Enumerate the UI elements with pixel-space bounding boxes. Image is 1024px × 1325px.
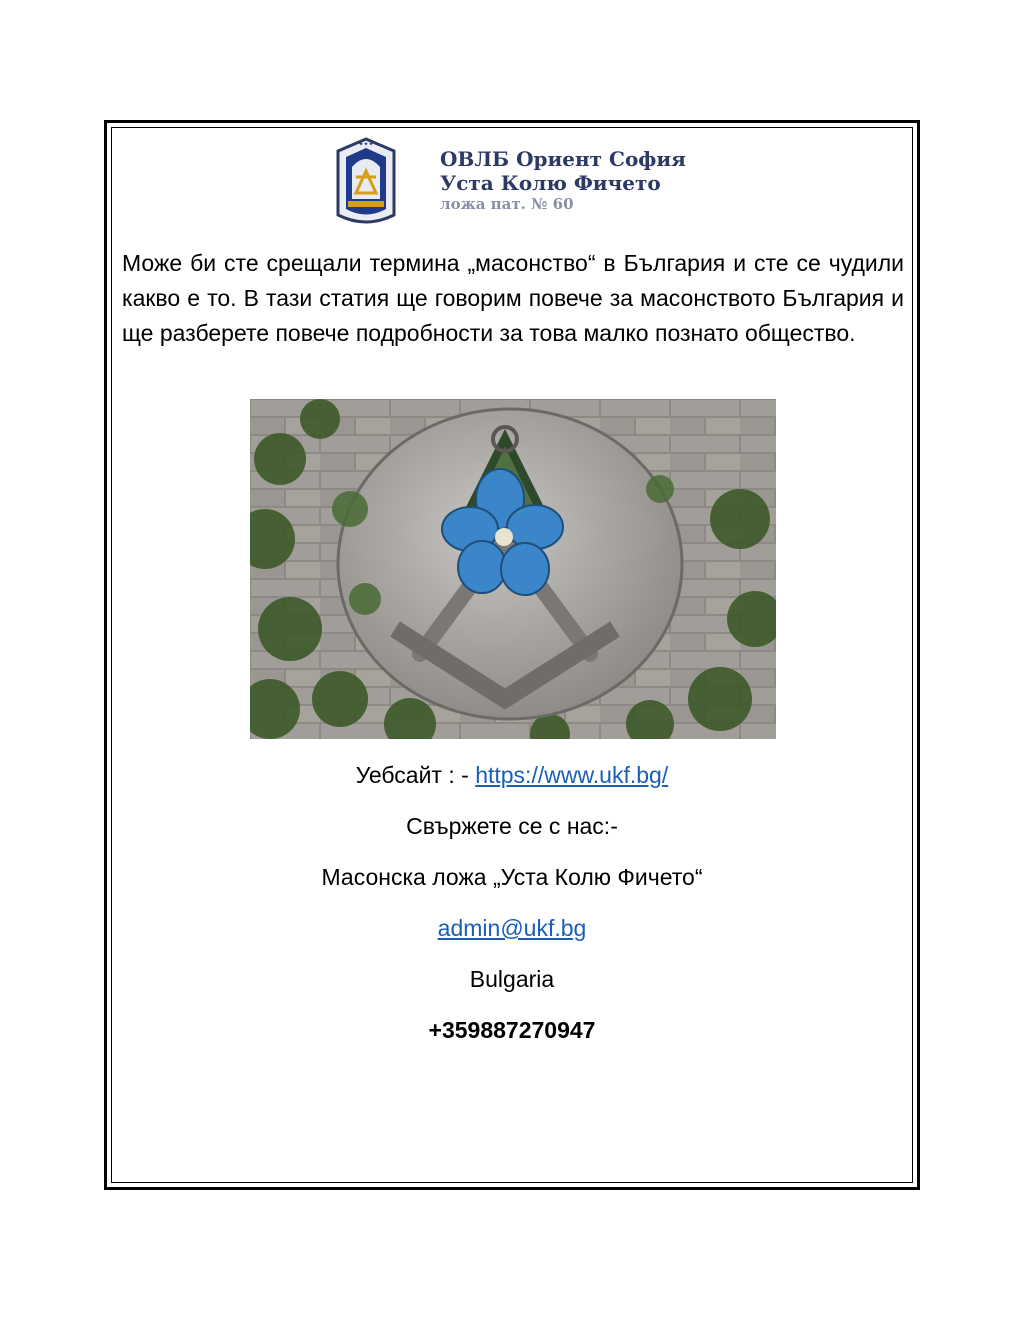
logo-text	[440, 147, 686, 213]
email-line	[110, 905, 914, 956]
website-link[interactable]: https://www.ukf.bg/	[475, 762, 669, 788]
website-line	[110, 752, 914, 803]
intro-paragraph: Може би сте срещали термина „масонство“ в България и сте се чудили какво е то. В тази статия ще говорим повече за масонството България и ще разберете повече подробности за това малко познато общество.	[122, 250, 904, 346]
masonic-emblem-image	[250, 399, 776, 739]
svg-text:✦✦✦: ✦✦✦	[358, 141, 374, 148]
website-label: Уебсайт : -	[355, 762, 476, 788]
logo-lodge-number: ложа пат. № 60	[440, 195, 574, 213]
header-logo	[330, 137, 700, 227]
email-link[interactable]: admin@ukf.bg	[437, 915, 587, 941]
logo-lodge-name: Уста Колю Фичето	[440, 171, 661, 195]
contact-section	[110, 752, 914, 1058]
phone-number: +359887270947	[428, 1017, 596, 1043]
lodge-full-name: Масонска ложа „Уста Колю Фичето“	[321, 864, 703, 890]
logo-org-name: ОВЛБ Ориент София	[440, 147, 686, 171]
contact-us-heading: Свържете се с нас:-	[406, 813, 618, 839]
lodge-crest-icon	[330, 137, 402, 227]
country-text: Bulgaria	[469, 966, 555, 992]
